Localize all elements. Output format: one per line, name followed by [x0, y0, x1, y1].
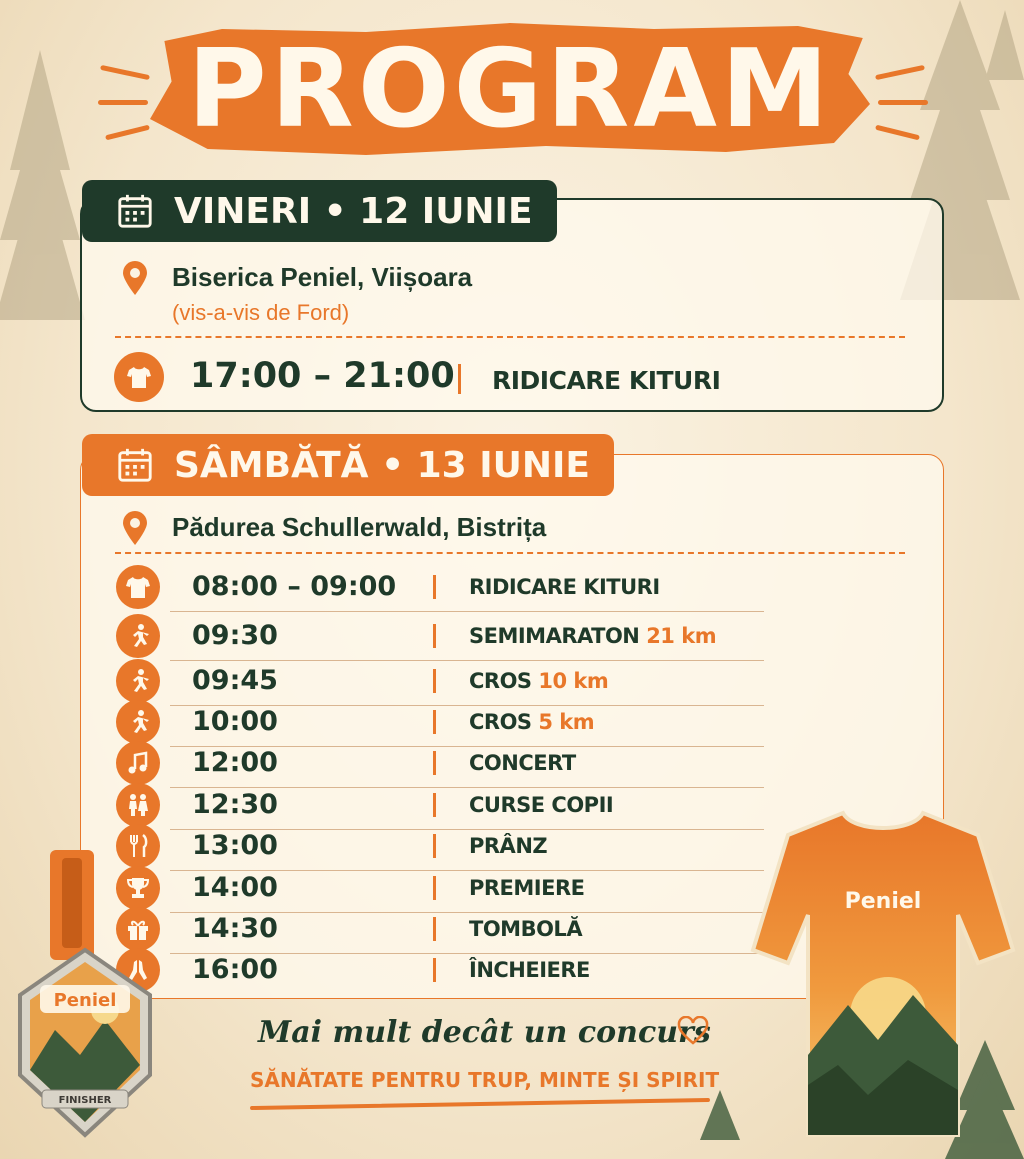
tshirt-brand: Peniel	[844, 889, 922, 914]
schedule-event-label: CROS	[469, 669, 539, 693]
schedule-time: 13:00	[192, 830, 278, 861]
schedule-event-distance: 21 km	[646, 624, 717, 648]
friday-event: RIDICARE KITURI	[492, 366, 721, 395]
finisher-medal	[10, 850, 160, 1140]
medal-ribbon-text: FINISHER	[58, 1095, 112, 1106]
divider	[115, 552, 905, 554]
friday-time: 17:00 – 21:00	[190, 356, 455, 396]
schedule-time: 14:30	[192, 913, 278, 944]
calendar-icon	[116, 192, 154, 230]
saturday-heading: SÂMBĂTĂ • 13 IUNIE	[174, 444, 590, 486]
location-pin-icon	[120, 510, 150, 546]
separator-bar	[458, 364, 461, 394]
saturday-day-tab	[82, 434, 614, 496]
schedule-event-label: CONCERT	[469, 751, 576, 775]
friday-day-tab	[82, 180, 557, 242]
schedule-event-label: ÎNCHEIERE	[469, 958, 590, 982]
page-title: PROGRAM	[187, 26, 833, 152]
schedule-event-label: CROS	[469, 710, 539, 734]
schedule-event-label: TOMBOLĂ	[469, 917, 583, 941]
schedule-time: 09:30	[192, 620, 278, 651]
divider	[115, 336, 905, 338]
schedule-time: 09:45	[192, 665, 278, 696]
tshirt-icon	[114, 352, 164, 402]
schedule-time: 12:00	[192, 747, 278, 778]
saturday-location: Pădurea Schullerwald, Bistrița	[172, 512, 547, 542]
friday-location-note: (vis-a-vis de Ford)	[172, 300, 350, 325]
schedule-event-label: PRÂNZ	[469, 834, 548, 858]
schedule-event-label: PREMIERE	[469, 876, 585, 900]
event-tshirt	[748, 805, 1018, 1145]
schedule-time: 16:00	[192, 954, 278, 985]
title-ray	[878, 100, 928, 105]
friday-heading: VINERI • 12 IUNIE	[174, 190, 533, 232]
calendar-icon	[116, 446, 154, 484]
sub-slogan: SĂNĂTATE PENTRU TRUP, MINTE ȘI SPIRIT	[250, 1068, 720, 1092]
schedule-event-distance: 10 km	[538, 669, 609, 693]
heart-icon	[676, 1016, 710, 1046]
location-pin-icon	[120, 260, 150, 296]
schedule-time: 08:00 – 09:00	[192, 571, 397, 602]
schedule-time: 12:30	[192, 789, 278, 820]
friday-location: Biserica Peniel, Viișoara	[172, 262, 473, 292]
slogan: Mai mult decât un concurs	[258, 1015, 711, 1050]
schedule-event-distance: 5 km	[538, 710, 595, 734]
schedule-event-label: RIDICARE KITURI	[469, 575, 660, 599]
schedule-event-label: CURSE COPII	[469, 793, 614, 817]
schedule-time: 14:00	[192, 872, 278, 903]
medal-brand: Peniel	[53, 990, 117, 1011]
schedule-time: 10:00	[192, 706, 278, 737]
schedule-event-label: SEMIMARATON	[469, 624, 647, 648]
title-ray	[98, 100, 148, 105]
